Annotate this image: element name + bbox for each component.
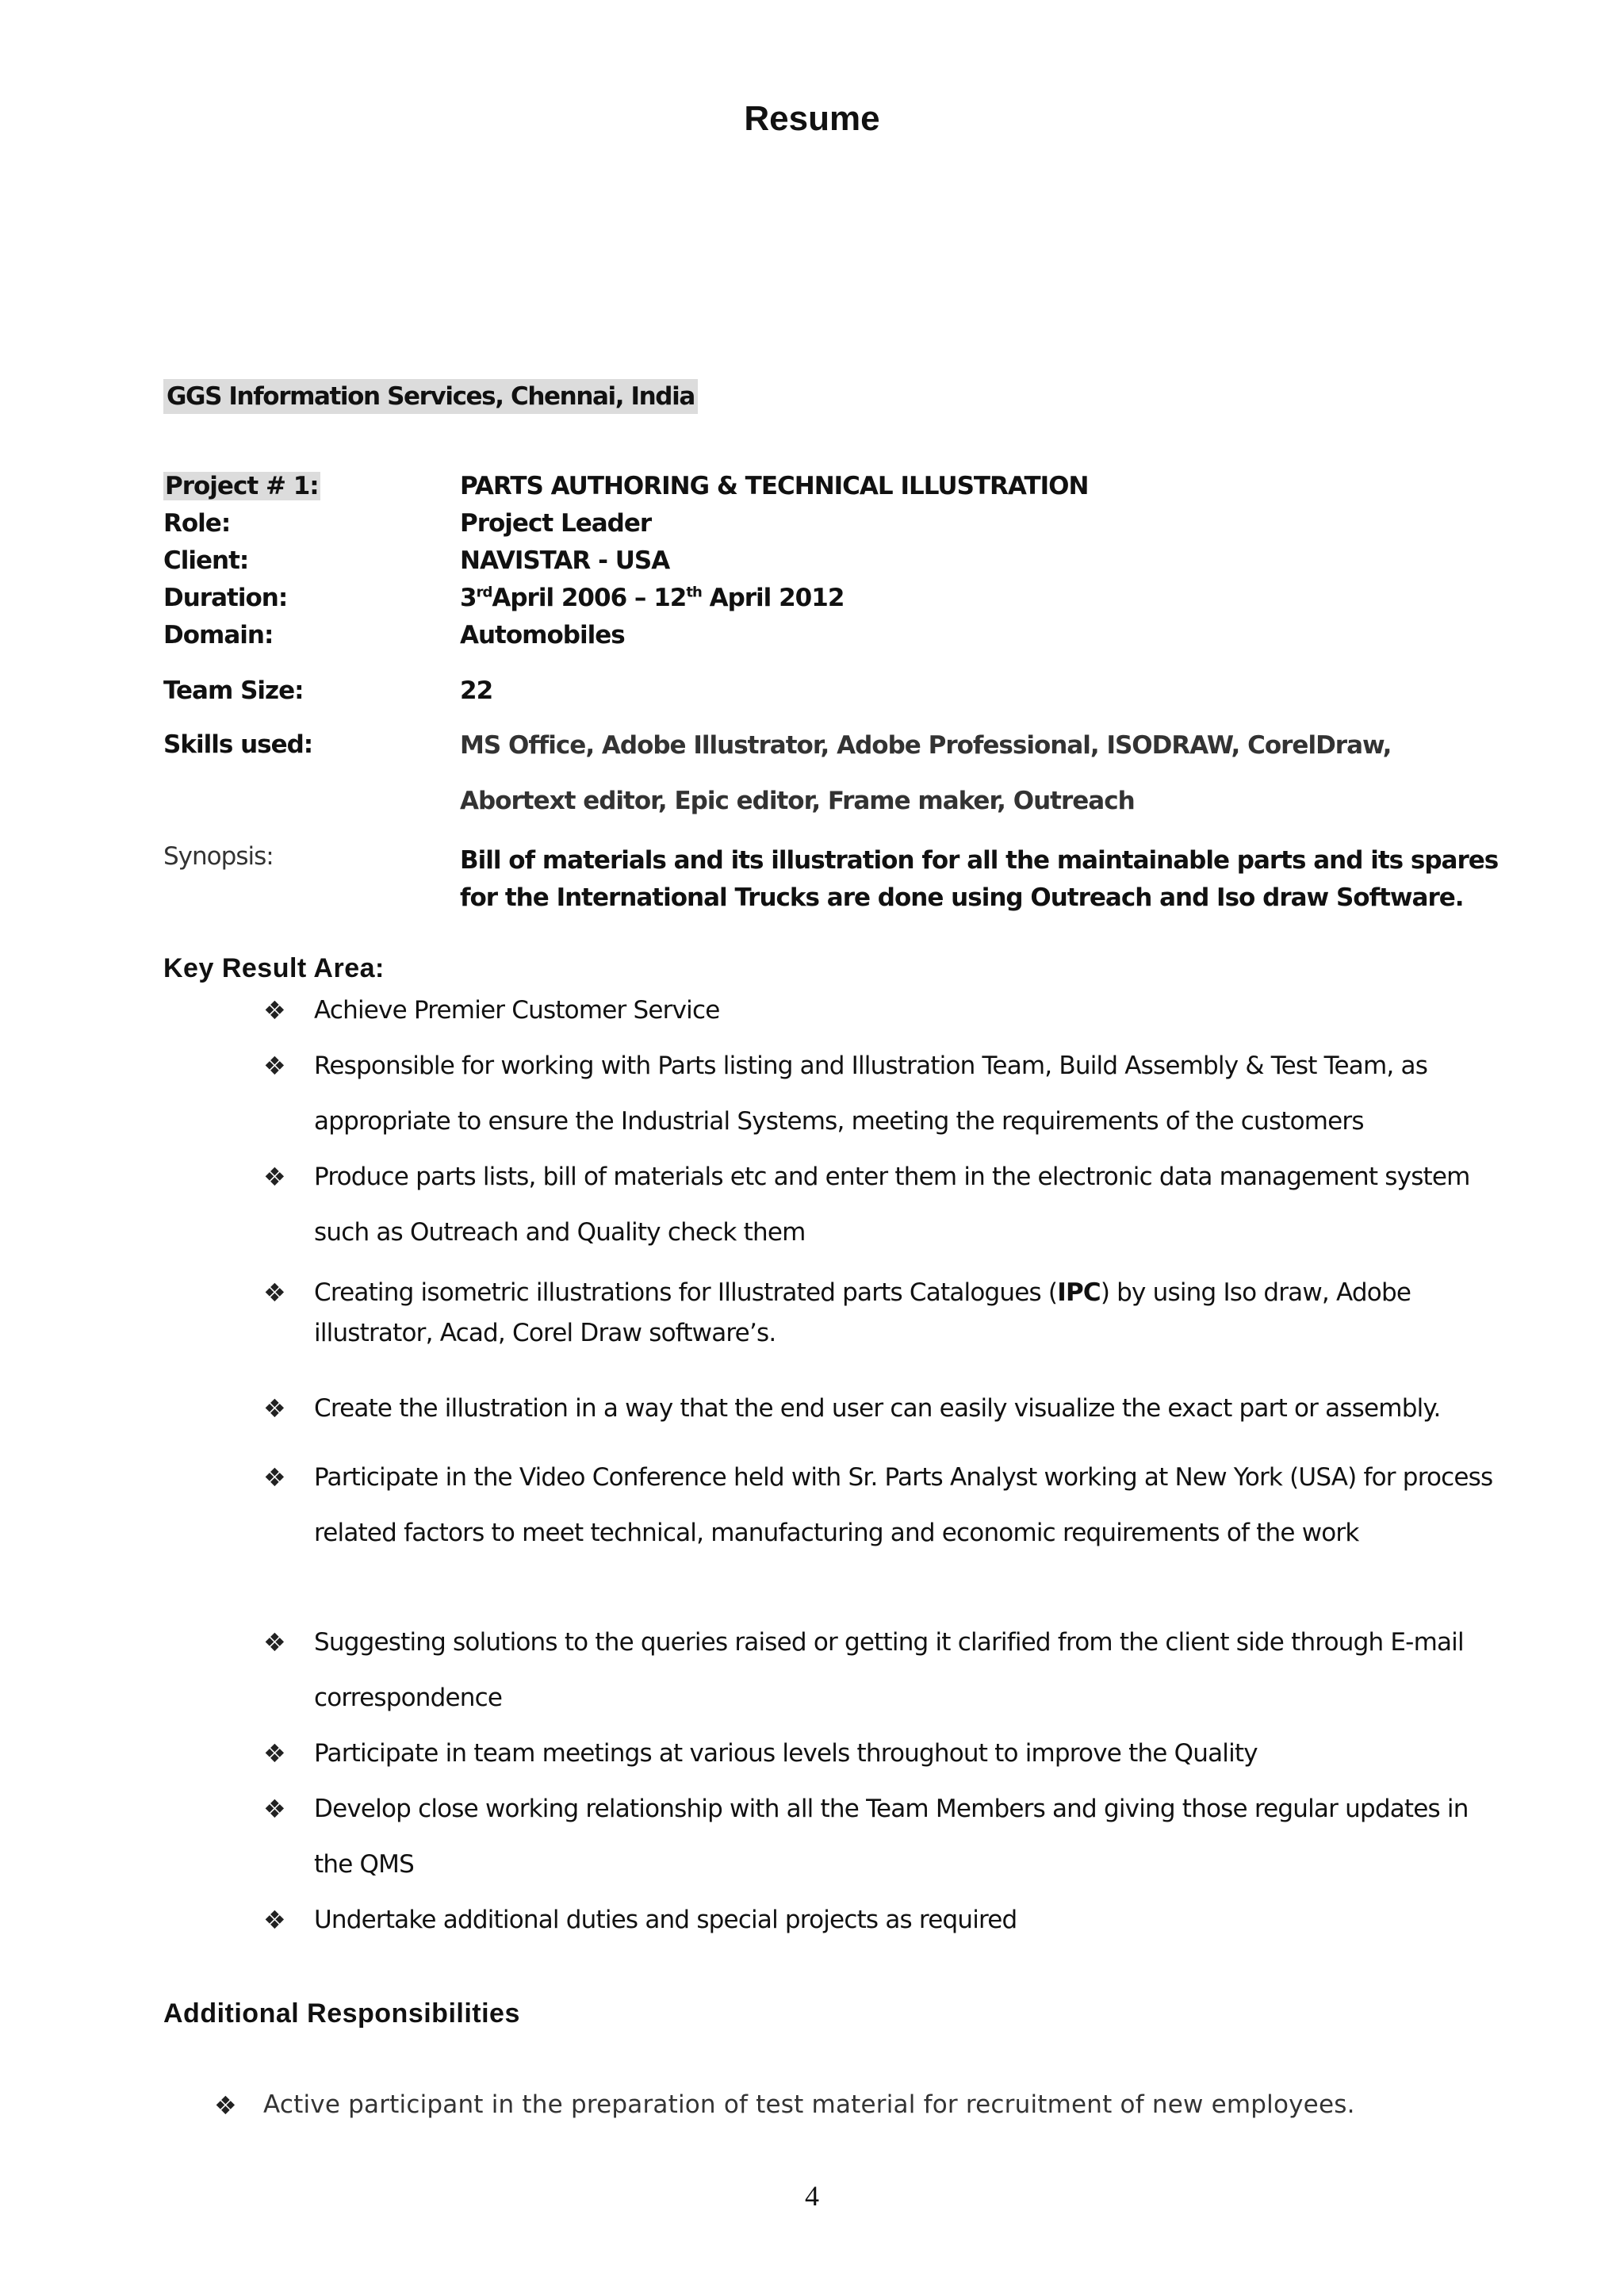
key-result-heading: Key Result Area: <box>163 953 385 983</box>
diamond-bullet-icon: ❖ <box>214 2090 237 2121</box>
list-item-text: Participate in the Video Conference held with Sr. Parts Analyst working at New York (USA) for process related factors to meet technical, manufacturing and economic requirements of the work <box>314 1463 1493 1547</box>
duration-start-day: 3 <box>460 584 477 612</box>
team-size-label: Team Size: <box>163 676 304 705</box>
duration-end-sup: th <box>686 584 702 601</box>
page-number: 4 <box>805 2180 819 2212</box>
domain-value: Automobiles <box>460 621 625 649</box>
synopsis-value: Bill of materials and its illustration for all the maintainable parts and its spares for the International Trucks are done using Outreach and Iso draw Software. <box>460 846 1499 912</box>
diamond-bullet-icon: ❖ <box>263 1162 285 1192</box>
list-item-text: Produce parts lists, bill of materials etc and enter them in the electronic data management system such as Outreach and Quality check them <box>314 1163 1470 1247</box>
diamond-bullet-icon: ❖ <box>263 1462 285 1492</box>
diamond-bullet-icon: ❖ <box>263 1794 285 1824</box>
team-size-value: 22 <box>460 676 493 705</box>
domain-label: Domain: <box>163 621 274 649</box>
duration-end: April 2012 <box>701 584 845 612</box>
ipc-text-before: Creating isometric illustrations for Illustrated parts Catalogues ( <box>314 1278 1058 1307</box>
duration-label: Duration: <box>163 584 288 612</box>
duration-value <box>460 584 844 612</box>
diamond-bullet-icon: ❖ <box>263 1905 285 1935</box>
additional-item-text: Active participant in the preparation of test material for recruitment of new employees. <box>263 2090 1355 2119</box>
list-item-text: Achieve Premier Customer Service <box>314 996 720 1025</box>
synopsis-label: Synopsis: <box>163 842 274 871</box>
list-item-text: Suggesting solutions to the queries raised or getting it clarified from the client side through E-mail correspondence <box>314 1628 1464 1712</box>
diamond-bullet-icon: ❖ <box>263 1278 285 1308</box>
diamond-bullet-icon: ❖ <box>263 1051 285 1081</box>
page-title: Resume <box>744 99 880 138</box>
list-item-text: Develop close working relationship with all the Team Members and giving those regular updates in the QMS <box>314 1795 1469 1879</box>
list-item-text: Participate in team meetings at various levels throughout to improve the Quality <box>314 1739 1258 1768</box>
ipc-abbreviation: IPC <box>1057 1278 1101 1307</box>
company-heading: GGS Information Services, Chennai, India <box>163 379 698 414</box>
list-item-text: Undertake additional duties and special projects as required <box>314 1906 1017 1934</box>
duration-start-sup: rd <box>476 584 492 601</box>
list-item-text <box>314 1273 1507 1354</box>
diamond-bullet-icon: ❖ <box>263 1738 285 1768</box>
project-label: Project # 1: <box>165 472 319 500</box>
duration-mid: April 2006 – 12 <box>492 584 687 612</box>
role-label: Role: <box>163 509 231 538</box>
diamond-bullet-icon: ❖ <box>263 1393 285 1423</box>
diamond-bullet-icon: ❖ <box>263 1627 285 1657</box>
list-item-text: Create the illustration in a way that the end user can easily visualize the exact part or assembly. <box>314 1394 1441 1423</box>
role-value: Project Leader <box>460 509 652 538</box>
project-value: PARTS AUTHORING & TECHNICAL ILLUSTRATION <box>460 472 1089 500</box>
ipc-text-after: ) by using Iso draw, Adobe illustrator, Acad, Corel Draw software’s. <box>314 1278 1411 1347</box>
list-item-text: Responsible for working with Parts listing and Illustration Team, Build Assembly & Test Team, as appropriate to ensure the Industrial Systems, meeting the requirements of the customers <box>314 1052 1428 1136</box>
client-value: NAVISTAR - USA <box>460 546 670 575</box>
skills-label: Skills used: <box>163 730 313 759</box>
skills-value: MS Office, Adobe Illustrator, Adobe Professional, ISODRAW, CorelDraw, Abortext editor, Epic editor, Frame maker, Outreach <box>460 731 1392 815</box>
additional-responsibilities-heading: Additional Responsibilities <box>163 1998 520 2029</box>
client-label: Client: <box>163 546 249 575</box>
diamond-bullet-icon: ❖ <box>263 995 285 1025</box>
